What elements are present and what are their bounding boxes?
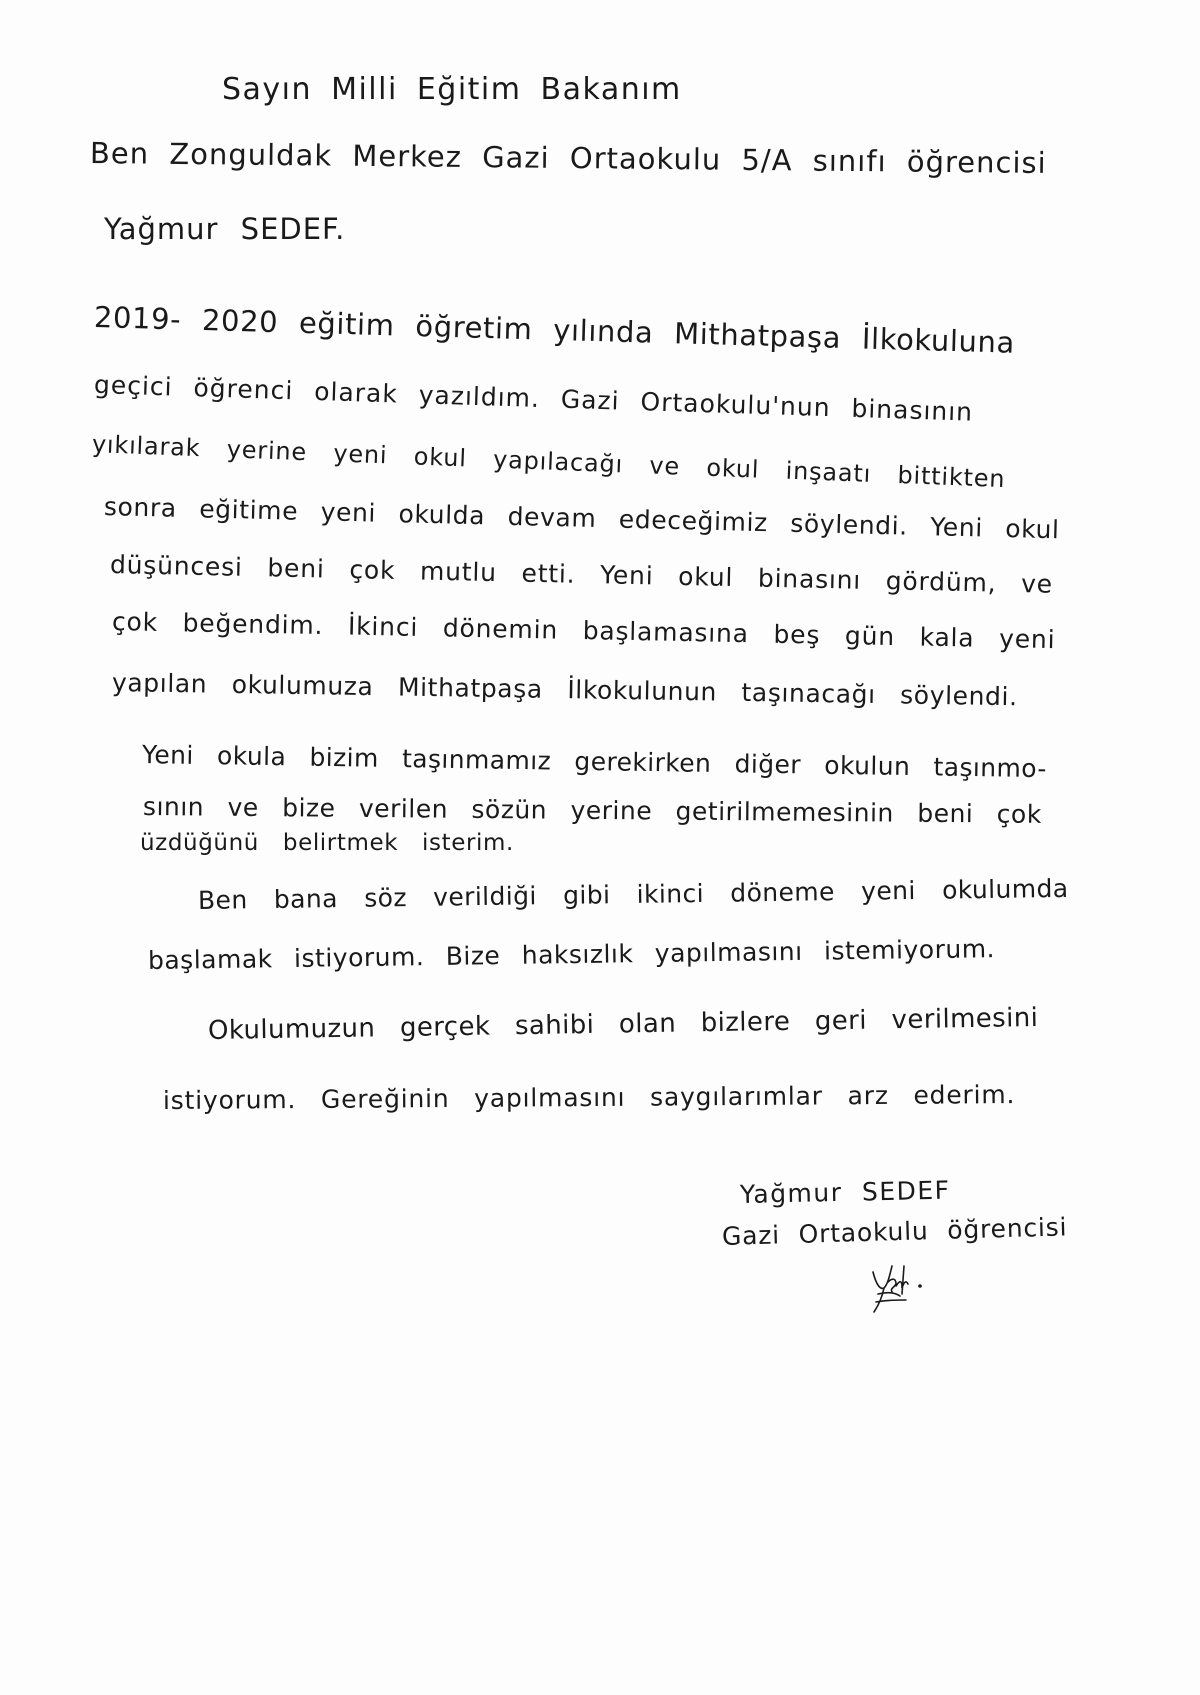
intro-line-2: Yağmur SEDEF. (104, 212, 346, 246)
body-line: üzdüğünü belirtmek isterim. (140, 830, 514, 856)
body-line: yıkılarak yerine yeni okul yapılacağı ve okul inşaatı bittikten (91, 430, 1006, 494)
body-line: Yeni okula bizim taşınmamız gerekirken diğer okulun taşınmo- (141, 740, 1048, 784)
body-line: yapılan okulumuza Mithatpaşa İlkokulunun taşınacağı söylendi. (111, 668, 1018, 712)
signature-name: Yağmur SEDEF (739, 1175, 951, 1209)
body-line: başlamak istiyorum. Bize haksızlık yapılmasını istemiyorum. (147, 934, 996, 975)
handwritten-signature (870, 1258, 930, 1318)
body-line: 2019- 2020 eğitim öğretim yılında Mithatpaşa İlkokuluna (93, 300, 1016, 360)
salutation: Sayın Milli Eğitim Bakanım (222, 72, 682, 107)
signature-title: Gazi Ortaokulu öğrencisi (721, 1212, 1068, 1251)
body-line: geçici öğrenci olarak yazıldım. Gazi Ortaokulu'nun binasının (93, 370, 974, 427)
body-line: düşüncesi beni çok mutlu etti. Yeni okul binasını gördüm, ve (109, 550, 1054, 599)
body-line: Ben bana söz verildiği gibi ikinci döneme yeni okulumda (197, 873, 1069, 915)
body-line: çok beğendim. İkinci dönemin başlamasına beş gün kala yeni (111, 607, 1056, 655)
body-line: sının ve bize verilen sözün yerine getirilmemesinin beni çok (142, 792, 1042, 829)
intro-line-1: Ben Zonguldak Merkez Gazi Ortaokulu 5/A sınıfı öğrencisi (89, 136, 1047, 181)
body-line: Okulumuzun gerçek sahibi olan bizlere geri verilmesini (207, 1002, 1039, 1046)
body-line: istiyorum. Gereğinin yapılmasını saygılarımlar arz ederim. (162, 1080, 1016, 1115)
body-line: sonra eğitime yeni okulda devam edeceğimiz söylendi. Yeni okul (103, 492, 1060, 545)
